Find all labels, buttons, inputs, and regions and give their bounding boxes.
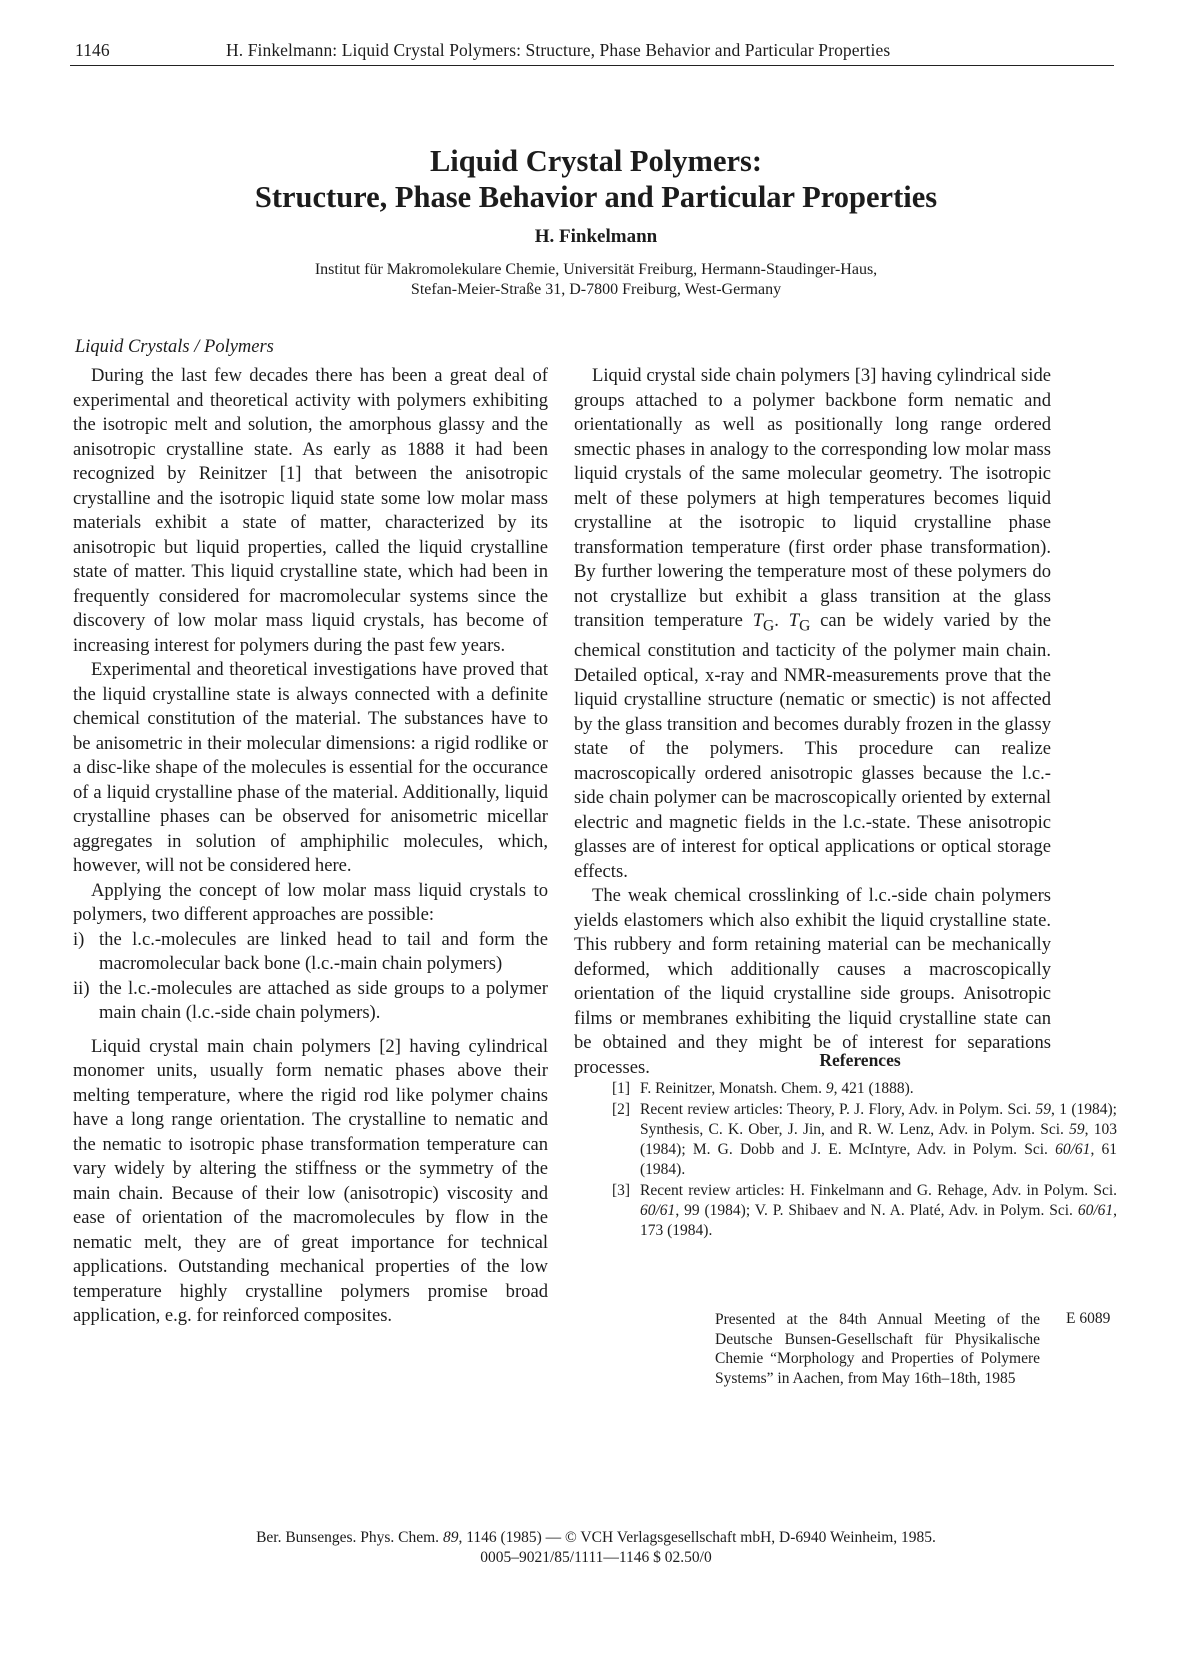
tg-symbol: T [788, 610, 800, 631]
manuscript-code: E 6089 [1066, 1310, 1111, 1327]
list-item-text: the l.c.-molecules are linked head to tail and form the macromolecular back bone (l.c.-main chain polymers) [99, 928, 548, 974]
paragraph: During the last few decades there has been a great deal of experimental and theoretical activity with polymers exhibiting the isotropic melt and solution, the amorphous glassy and the anisotropic crystalline state. As early as 1888 it had been recognized by Reinitzer [1] that between the anisotropic crystalline and the isotropic liquid state some low molar mass materials exhibit a state of matter, characterized by its anisotropic but liquid properties, called the liquid crystalline state of matter. This liquid crystalline state, which had been in frequently considered for macromolecular systems since the discovery of low molar mass liquid crystals, has become of increasing interest for polymers during the past few years. [73, 365, 548, 656]
tg-symbol: T [752, 610, 764, 631]
reference-item [612, 1079, 1117, 1099]
list-item-number: i) [73, 928, 85, 950]
reference-part: , 103 (1984); M. G. Dobb and J. E. McIntyre, Adv. in Polym. Sci. [640, 1121, 1118, 1158]
reference-part: , 421 (1888). [833, 1080, 914, 1097]
list-item [73, 928, 548, 977]
paragraph: Experimental and theoretical investigations have proved that the liquid crystalline state is always connected with a definite chemical constitution of the material. The substances have to be anisometric in their molecular dimensions: a rigid rodlike or a disc-like shape of the molecules is essential for the occurance of a liquid crystalline phase of the material. Additionally, liquid crystalline phases can be observed for anisometric micellar aggregates in solution of amphiphilic molecules, which, however, will not be considered here. [73, 659, 548, 876]
reference-part: , 99 (1984); V. P. Shibaev and N. A. Platé, Adv. in Polym. Sci. [675, 1202, 1078, 1219]
reference-volume: 60/61 [1055, 1141, 1091, 1158]
reference-volume: 9 [825, 1080, 834, 1097]
left-column [73, 364, 548, 1329]
reference-volume: 60/61 [1077, 1202, 1114, 1219]
reference-item [612, 1100, 1117, 1180]
affiliation-line-1: Institut für Makromolekulare Chemie, Universität Freiburg, Hermann-Staudinger-Haus, [314, 261, 878, 278]
author: H. Finkelmann [534, 226, 658, 247]
keywords: Liquid Crystals / Polymers [75, 337, 274, 357]
paragraph: The weak chemical crosslinking of l.c.-side chain polymers yields elastomers which also exhibit the liquid crystalline state. This rubbery and form retaining material can be mechanically deformed, which additionally causes a macroscopically orientation of the liquid crystalline side groups. Anisotropic films or membranes exhibiting the liquid crystalline state can be obtained and they might be of interest for separations processes. [574, 885, 1051, 1078]
tg-subscript: G [763, 617, 775, 635]
list-item [73, 977, 548, 1026]
footer-part: Ber. Bunsenges. Phys. Chem. [256, 1529, 443, 1546]
reference-part: Recent review articles: Theory, P. J. Flory, Adv. in Polym. Sci. [640, 1101, 1036, 1118]
running-title: H. Finkelmann: Liquid Crystal Polymers: Structure, Phase Behavior and Particular Properties [226, 40, 891, 60]
footer-part: , 1146 (1985) — © VCH Verlagsgesellschaft mbH, D-6940 Weinheim, 1985. [458, 1529, 936, 1546]
paragraph-part: Liquid crystal side chain polymers [3] having cylindrical side groups attached to a polymer backbone form nematic and orientationally as well as positionally long range ordered smectic phases in analogy to the corresponding low molar mass liquid crystals of the same molecular geometry. The isotropic melt of these polymers at high temperatures becomes liquid crystalline at the isotropic to liquid crystalline phase transformation temperature (first order phase transformation). By further lowering the temperature most of these polymers do not crystallize but exhibit a glass transition at the glass transition temperature [574, 365, 1051, 631]
tg-subscript: G [799, 617, 811, 635]
page-number: 1146 [75, 40, 110, 60]
header-rule [70, 65, 1114, 66]
affiliation-line-2: Stefan-Meier-Straße 31, D-7800 Freiburg, West-Germany [410, 281, 782, 298]
reference-number: [2] [612, 1101, 631, 1118]
paragraph: Applying the concept of low molar mass liquid crystals to polymers, two different approaches are possible: [73, 879, 548, 925]
presented-note: Presented at the 84th Annual Meeting of the Deutsche Bunsen-Gesellschaft für Physikalische Chemie “Morphology and Properties of Polymere Systems” in Aachen, from May 16th–18th, 1985 [715, 1311, 1040, 1387]
article-title-line-1: Liquid Crystal Polymers: [429, 144, 763, 178]
footer-citation [0, 1528, 1192, 1547]
list-item-text: the l.c.-molecules are attached as side groups to a polymer main chain (l.c.-side chain polymers). [99, 977, 548, 1023]
paragraph: Liquid crystal side chain polymers [3] having cylindrical side groups attached to a polymer backbone form nematic and orientationally as well as positionally long range ordered smectic phases in analogy to the corresponding low molar mass liquid crystals of the same molecular geometry. The isotropic melt of these polymers at high temperatures becomes liquid crystalline at the isotropic to liquid crystalline phase transformation temperature (first order phase transformation). By further lowering the temperature most of these polymers do not crystallize but exhibit a glass transition at the glass transition temperature $T_G$. $T_G$ can be widely varied by the chemical constitution and tacticity of the polymer main chain. Detailed optical, x-ray and NMR-measurements prove that the liquid crystalline structure (nematic or smectic) is not affected by the glass transition and becomes durably frozen in the glassy state of the polymers. This procedure can realize macroscopically ordered anisotropic glasses because the l.c.-side chain polymer can be macroscopically oriented by external electric and magnetic fields in the l.c.-state. These anisotropic glasses are of interest for optical applications or optical storage effects. [574, 365, 1051, 882]
reference-number: [3] [612, 1182, 631, 1199]
reference-part: , 61 (1984). [640, 1141, 1118, 1178]
reference-part: , 1 (1984); Synthesis, C. K. Ober, J. Jin, and R. W. Lenz, Adv. in Polym. Sci. [640, 1101, 1117, 1138]
right-column [574, 364, 1051, 1080]
paragraph-part: can be widely varied by the chemical constitution and tacticity of the polymer main chain. Detailed optical, x-ray and NMR-measurements prove that the liquid crystalline structure (nematic or smectic) is not affected by the glass transition and becomes durably frozen in the glassy state of the polymers. This procedure can realize macroscopically ordered anisotropic glasses because the l.c.-side chain polymer can be macroscopically oriented by external electric and magnetic fields in the l.c.-state. These anisotropic glasses are of interest for optical applications or optical storage effects. [574, 610, 1051, 882]
reference-volume: 60/61 [640, 1202, 676, 1219]
reference-list [612, 1079, 1117, 1242]
reference-text [640, 1100, 1117, 1180]
footer-volume: 89 [442, 1529, 459, 1546]
paragraph: Liquid crystal main chain polymers [2] having cylindrical monomer units, usually form nematic phases above their melting temperature, where the rigid rod like polymer chains have a long range orientation. The crystalline to nematic and the nematic to isotropic phase transformation temperature can vary widely by altering the stiffness or the symmetry of the main chain. Because of their low (anisotropic) viscosity and ease of orientation of the macromolecules by flow in the nematic melt, they are of great importance for technical applications. Outstanding mechanical properties of the low temperature highly crystalline polymers promise broad application, e.g. for reinforced composites. [73, 1035, 548, 1326]
footer-issn: 0005–9021/85/1111—1146 $ 02.50/0 [480, 1549, 712, 1566]
reference-text [640, 1079, 1117, 1099]
reference-part: Recent review articles: H. Finkelmann and G. Rehage, Adv. in Polym. Sci. [640, 1182, 1117, 1199]
reference-text [640, 1181, 1117, 1241]
references-heading: References [819, 1050, 901, 1070]
reference-item [612, 1181, 1117, 1241]
reference-part: F. Reinitzer, Monatsh. Chem. [640, 1080, 826, 1097]
article-title-line-2: Structure, Phase Behavior and Particular Properties [254, 180, 938, 214]
reference-volume: 59 [1035, 1101, 1052, 1118]
reference-volume: 59 [1069, 1121, 1085, 1138]
reference-number: [1] [612, 1080, 631, 1097]
reference-part: , 173 (1984). [640, 1202, 1117, 1239]
list-item-number: ii) [73, 977, 90, 999]
